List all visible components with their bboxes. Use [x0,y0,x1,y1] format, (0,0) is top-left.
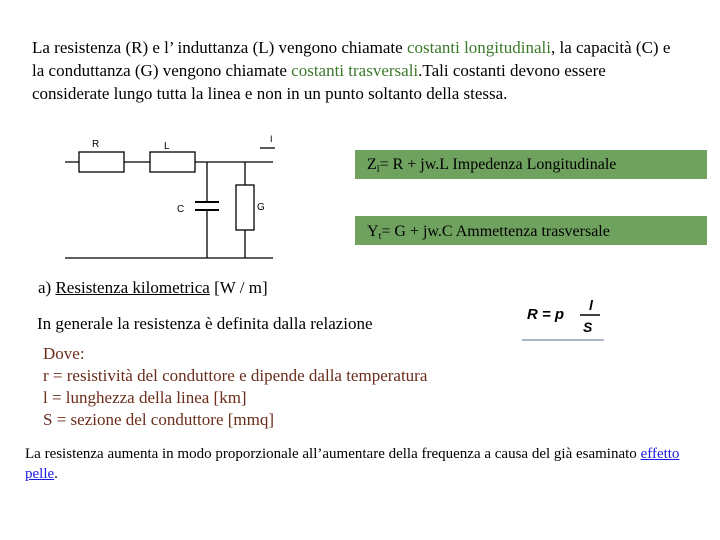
effetto-pelle-link[interactable]: effetto pelle [25,446,680,482]
section-a-heading [38,277,268,299]
intro-text-1: La resistenza (R) e l’ induttanza (L) vengono chiamate [32,38,407,57]
label-g: G [257,202,265,213]
resistance-formula [522,295,606,343]
intro-text-3: .Tali costanti devono essere considerate lungo tutta la linea e non in un punto soltanto della stessa. [32,61,606,103]
conclusion-text: La resistenza aumenta in modo proporzionale all’aumentare della frequenza a causa del già esaminato [25,446,641,462]
section-a-prefix: a) [38,278,56,297]
section-a-title: Resistenza kilometrica [55,278,210,297]
intro-paragraph [32,36,672,105]
admittance-text: = G + jw.C Ammettenza trasversale [381,223,610,240]
intro-green-1: costanti longitudinali [406,38,551,57]
definition-l: l = lunghezza della linea [km] [43,388,247,407]
formula-numerator: l [589,297,593,313]
definition-heading: Dove: [43,344,85,363]
definition-r: r = resistività del conduttore e dipende dalla temperatura [43,366,428,385]
impedance-box [355,150,707,179]
definition-s: S = sezione del conduttore [mmq] [43,410,275,429]
admittance-symbol: Y [367,223,379,240]
general-statement: In generale la resistenza è definita dalla relazione [37,314,373,333]
section-a-unit: [W / m] [209,278,268,297]
resistor-r [79,152,124,172]
formula-lhs: R = p [527,306,565,323]
intro-green-2: costanti trasversali [291,61,419,80]
formula-denominator: S [583,319,593,335]
inductor-l [150,152,195,172]
admittance-box [355,216,707,245]
conductance-g [236,185,254,230]
admittance-subscript: t [378,231,382,242]
label-c: C [177,204,185,215]
impedance-subscript: l [376,164,380,175]
line-circuit-diagram [55,130,285,265]
label-l: L [164,141,170,152]
impedance-symbol: Z [367,156,377,173]
definitions-block [43,343,427,431]
conclusion-paragraph [25,444,715,484]
label-r: R [92,139,100,150]
conclusion-end: . [54,466,58,482]
label-i: I [270,134,273,144]
intro-text-2: , la capacità (C) e la conduttanza (G) vengono chiamate [32,38,671,80]
impedance-text: = R + jw.L Impedenza Longitudinale [379,156,617,173]
